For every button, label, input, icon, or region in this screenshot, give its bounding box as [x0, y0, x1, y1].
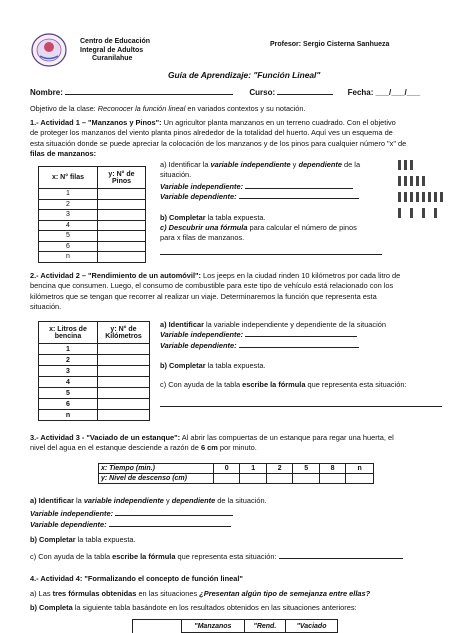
- activity-4-title: 4.- Actividad 4: "Formalizando el concepto de función lineal": [30, 574, 243, 583]
- activity-1-text-3: esta situación donde se puede apreciar la colocación de los manzanos y de los pinos para cualquier número "x" de: [30, 138, 407, 148]
- school-line-2: Integral de Adultos: [80, 46, 144, 54]
- var-dep-label: Variable dependiente:: [160, 340, 237, 350]
- answer-cell[interactable]: [98, 199, 146, 210]
- answer-cell[interactable]: [266, 474, 292, 484]
- activity-1-text-2: de proteger los manzanos del viento planta pinos alrededor de la totalidad del huerto. Aquí ves un esquema de: [30, 128, 393, 138]
- table-row-label: x: Tiempo (min.): [99, 464, 214, 474]
- var-dep-label: Variable dependiente:: [160, 192, 237, 202]
- activity-3-text-2-end: por minuto.: [217, 443, 257, 453]
- answer-cell[interactable]: [240, 474, 266, 484]
- activity-3-title: 3.- Actividad 3 - "Vaciado de un estanque":: [30, 433, 181, 442]
- act4-b-bold: b) Completa: [30, 602, 73, 612]
- act3-a-bold-2: variable independiente: [83, 496, 164, 505]
- table-cell: 1: [240, 464, 266, 474]
- activity-1-questions: [160, 160, 392, 258]
- date-field[interactable]: ___/___/___: [375, 88, 421, 97]
- answer-cell[interactable]: [98, 344, 150, 355]
- table-cell: 5: [293, 464, 319, 474]
- answer-cell[interactable]: [98, 210, 146, 221]
- activity-4-table: [132, 619, 338, 633]
- activity-1-intro: [30, 118, 450, 160]
- act3-b-bold: b) Completar: [30, 535, 76, 545]
- school-line-3: Curanilahue: [92, 55, 133, 62]
- table-header: x: Litros de bencina: [39, 322, 98, 344]
- table-cell: 3: [39, 210, 98, 221]
- table-cell: 5: [39, 388, 98, 399]
- formula-field[interactable]: [160, 254, 382, 255]
- activity-3-questions: [30, 496, 450, 562]
- answer-cell[interactable]: [98, 377, 150, 388]
- act1-c-bold: c) Descubrir una fórmula: [160, 223, 248, 233]
- act3-a-y: y: [163, 496, 172, 505]
- table-row-label: y: Nivel de descenso (cm): [99, 474, 214, 484]
- act2-b-rest: la tabla expuesta.: [205, 361, 266, 371]
- activity-2-intro: [30, 271, 450, 313]
- table-cell: 6: [39, 399, 98, 410]
- act1-a-suffix: de la situación.: [160, 160, 361, 180]
- table-cell: 4: [39, 377, 98, 388]
- school-name: [80, 38, 150, 64]
- activity-2-text-3: kilómetros que se tengan que recorrer al realizar un viaje. Determinaremos la función que representa esta: [30, 291, 377, 301]
- act3-c-pre: c) Con ayuda de la tabla: [30, 551, 113, 561]
- answer-cell[interactable]: [98, 355, 150, 366]
- table-cell: 5: [39, 231, 98, 242]
- formula-field[interactable]: [279, 558, 403, 559]
- activity-3-table: [98, 463, 374, 484]
- course-field[interactable]: [277, 94, 333, 95]
- act3-a-mid: la: [73, 496, 84, 505]
- activity-2-table: [38, 321, 150, 421]
- var-ind-field[interactable]: [115, 515, 233, 516]
- name-row: [30, 88, 420, 97]
- table-cell: 3: [39, 366, 98, 377]
- table-header: y: N° de Pinos: [98, 167, 146, 189]
- page-title: Guía de Aprendizaje: "Función Lineal": [168, 70, 321, 80]
- objective: [30, 104, 305, 113]
- activity-2-text-2: bencina que consumen. Luego, el consumo de combustible para este tipo de vehículo está relacionado con los: [30, 281, 394, 291]
- table-header: y: N° de Kilómetros: [98, 322, 150, 344]
- objective-suffix: en variados contextos y su notación.: [185, 104, 306, 113]
- answer-cell[interactable]: [98, 366, 150, 377]
- answer-cell[interactable]: [98, 241, 146, 252]
- table-cell: n: [39, 410, 98, 421]
- objective-prefix: Objetivo de la clase:: [30, 104, 98, 113]
- var-dep-field[interactable]: [239, 198, 359, 199]
- table-cell: n: [39, 252, 98, 263]
- table-header: "Vaciado: [286, 620, 338, 633]
- var-ind-label: Variable independiente:: [160, 330, 244, 340]
- answer-cell[interactable]: [98, 189, 146, 200]
- table-header: "Rend.: [244, 620, 285, 633]
- answer-cell[interactable]: [319, 474, 345, 484]
- act3-a-bold-3: dependiente: [171, 496, 216, 505]
- table-cell: 2: [39, 199, 98, 210]
- answer-cell[interactable]: [98, 410, 150, 421]
- act3-c-bold: escribe la fórmula: [112, 551, 176, 561]
- activity-2-text-4: situación.: [30, 302, 62, 312]
- answer-cell[interactable]: [98, 231, 146, 242]
- school-logo: [30, 32, 68, 68]
- activity-1-table: [38, 166, 146, 263]
- answer-cell[interactable]: [98, 399, 150, 410]
- var-ind-field[interactable]: [245, 336, 357, 337]
- teacher-name: Profesor: Sergio Cisterna Sanhueza: [270, 41, 390, 48]
- act1-a-prefix: a) Identificar la: [160, 160, 211, 169]
- activity-1-text-1: Un agricultor planta manzanos en un terreno cuadrado. Con el objetivo: [161, 118, 396, 127]
- table-cell: 1: [39, 344, 98, 355]
- act1-c-line-2: para x filas de manzanos.: [160, 233, 245, 243]
- course-label: Curso:: [249, 88, 276, 97]
- activity-1-text-4: filas de manzanos:: [30, 149, 97, 159]
- answer-cell[interactable]: [293, 474, 319, 484]
- act1-a-bold-1: variable independiente: [210, 160, 291, 169]
- act4-a-mid: en las situaciones: [136, 589, 200, 599]
- act2-a-bold: a) Identificar: [160, 320, 204, 329]
- table-header: x: N° filas: [39, 167, 98, 189]
- act1-c-rest: para calcular el número de pinos: [247, 223, 357, 233]
- table-cell: 2: [39, 355, 98, 366]
- name-field[interactable]: [65, 94, 233, 95]
- objective-italic: Reconocer la función lineal: [97, 104, 186, 113]
- answer-cell[interactable]: [214, 474, 240, 484]
- act4-a-pre: a) Las: [30, 589, 53, 599]
- var-ind-label: Variable independiente:: [30, 509, 114, 519]
- act2-a-rest: la variable independiente y dependiente de la situación: [203, 320, 386, 329]
- table-corner: [133, 620, 182, 633]
- activity-3-text-2: nivel del agua en el estanque desciende a razón de: [30, 443, 201, 453]
- activity-4: [30, 574, 450, 613]
- act3-a-rest: de la situación.: [215, 496, 267, 505]
- act2-c-pre: c) Con ayuda de la tabla: [160, 379, 243, 389]
- act2-c-bold: escribe la fórmula: [242, 379, 306, 389]
- formula-field[interactable]: [160, 406, 442, 407]
- school-line-1: Centro de Educación: [80, 38, 151, 45]
- activity-2-title: 2.- Actividad 2 – "Rendimiento de un automóvil":: [30, 271, 201, 280]
- act2-b-bold: b) Completar: [160, 361, 206, 371]
- act4-b-rest: la siguiente tabla basándote en los resultados obtenidos en las situaciones anteriores:: [72, 602, 357, 612]
- activity-3-text-2-bold: 6 cm: [200, 443, 218, 453]
- var-ind-field[interactable]: [245, 188, 353, 189]
- activity-3-intro: [30, 433, 450, 454]
- act3-b-rest: la tabla expuesta.: [75, 535, 136, 545]
- table-cell: 6: [39, 241, 98, 252]
- table-cell: 8: [319, 464, 345, 474]
- activity-2-text-1: Los jeeps en la ciudad rinden 10 kilómetros por cada litro de: [201, 271, 401, 280]
- table-cell: 0: [214, 464, 240, 474]
- var-dep-field[interactable]: [239, 347, 359, 348]
- var-dep-label: Variable dependiente:: [30, 519, 107, 529]
- act2-c-rest: que representa esta situación:: [305, 379, 407, 389]
- act4-a-bold: tres fórmulas obtenidas: [52, 589, 137, 599]
- act1-a-mid: y: [290, 160, 299, 169]
- act1-b-rest: la tabla expuesta.: [205, 212, 266, 222]
- table-cell: 4: [39, 220, 98, 231]
- act3-c-rest: que representa esta situación:: [175, 551, 277, 561]
- act3-a-bold: a) Identificar: [30, 496, 74, 505]
- activity-3-text-1: Al abrir las compuertas de un estanque para regar una huerta, el: [180, 433, 394, 442]
- var-ind-label: Variable independiente:: [160, 181, 244, 191]
- trees-diagram: [396, 158, 448, 220]
- answer-cell[interactable]: [98, 252, 146, 263]
- answer-cell[interactable]: [98, 388, 150, 399]
- table-header: "Manzanos: [182, 620, 245, 633]
- act4-a-question: ¿Presentan algún tipo de semejanza entre ellas?: [199, 589, 371, 599]
- activity-1-title: 1.- Actividad 1 – "Manzanos y Pinos":: [30, 118, 162, 127]
- table-cell: n: [346, 464, 374, 474]
- name-label: Nombre:: [30, 88, 63, 97]
- table-cell: 1: [39, 189, 98, 200]
- table-cell: 2: [266, 464, 292, 474]
- var-dep-field[interactable]: [109, 526, 231, 527]
- answer-cell[interactable]: [346, 474, 374, 484]
- answer-cell[interactable]: [98, 220, 146, 231]
- activity-2-questions: [160, 320, 450, 410]
- date-label: Fecha:: [347, 88, 374, 97]
- act1-b-bold: b) Completar: [160, 212, 206, 222]
- act1-a-bold-2: dependiente: [298, 160, 342, 169]
